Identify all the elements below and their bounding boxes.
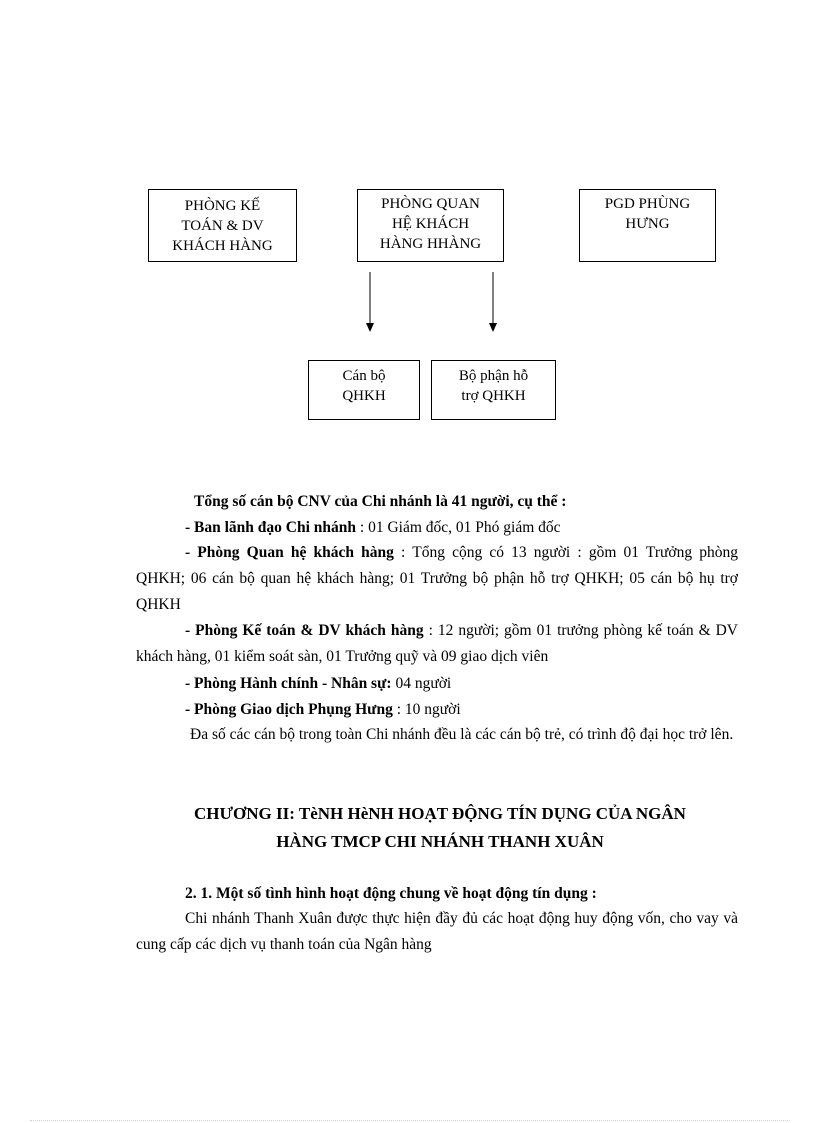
box-line: HỆ KHÁCH [391,216,470,232]
page-bottom-rule [30,1120,790,1121]
box-line: Cán bộ [342,368,386,384]
item-label: - Phòng Quan hệ khách hàng [185,544,394,561]
closing-text: Đa số các cán bộ trong toàn Chi nhánh đều là các cán bộ trẻ, có trình độ đại học trở lên. [190,726,734,743]
box-line: KHÁCH HÀNG [172,238,273,254]
section-heading-text: 2. 1. Một số tình hình hoạt động chung về hoạt động tín dụng : [185,885,597,902]
arrowhead-right [489,323,497,332]
box-line: QHKH [342,388,386,404]
box-line: TOÁN & DV [181,218,264,234]
item-text: : 12 người; gồm 01 trưởng phòng kế toán & DV khách hàng, 01 kiểm soát sàn, 01 Trưởng quỹ và 09 giao dịch viên [136,622,738,665]
box-line: Bộ phận hỗ [458,368,529,384]
item-label: - Phòng Giao dịch Phụng Hưng [185,701,393,718]
section-heading [185,884,597,904]
chapter-heading-line2: HÀNG TMCP CHI NHÁNH THANH XUÂN [276,832,604,851]
staff-closing [136,722,738,748]
item-label: - Phòng Hành chính - Nhân sự: [185,675,392,692]
item-text: 04 người [391,675,452,692]
item-label: - Phòng Kế toán & DV khách hàng [185,622,424,639]
box-line: PHÒNG KẾ [184,198,261,214]
item-text: : 01 Giám đốc, 01 Phó giám đốc [356,519,561,536]
staff-item-hanh-chinh [185,674,451,694]
staff-intro-text: Tổng số cán bộ CNV của Chi nhánh là 41 người, cụ thể : [194,493,567,510]
box-line: HƯNG [625,216,670,232]
box-line: PHÒNG QUAN [381,196,480,212]
box-line: PGD PHÙNG [604,196,691,212]
item-text: : Tổng cộng có 13 người : gồm 01 Trưởng phòng QHKH; 06 cán bộ quan hệ khách hàng; 01 Trưởng bộ phận hỗ trợ QHKH; 05 cán bộ hụ trợ QHKH [136,544,738,613]
staff-item-phong-giao-dich [185,700,461,720]
staff-item-ban-lanh-dao [185,518,561,538]
chapter-heading-line1: CHƯƠNG II: TèNH HèNH HOẠT ĐỘNG TÍN DỤNG CỦA NGÂN [194,804,686,823]
staff-item-phong-ke-toan [136,618,738,670]
section-body-text: Chi nhánh Thanh Xuân được thực hiện đầy đủ các hoạt động huy động vốn, cho vay và cung cấp các dịch vụ thanh toán của Ngân hàng [136,910,738,953]
section-body [136,906,738,958]
staff-intro [194,492,566,512]
item-label: - Ban lãnh đạo Chi nhánh [185,519,357,536]
box-line: HÀNG HHÀNG [379,236,482,252]
chapter-heading [130,800,750,856]
box-line: trợ QHKH [461,388,526,404]
arrowhead-left [366,323,374,332]
item-text: : 10 người [392,701,461,718]
staff-item-phong-qhkh [136,540,738,618]
